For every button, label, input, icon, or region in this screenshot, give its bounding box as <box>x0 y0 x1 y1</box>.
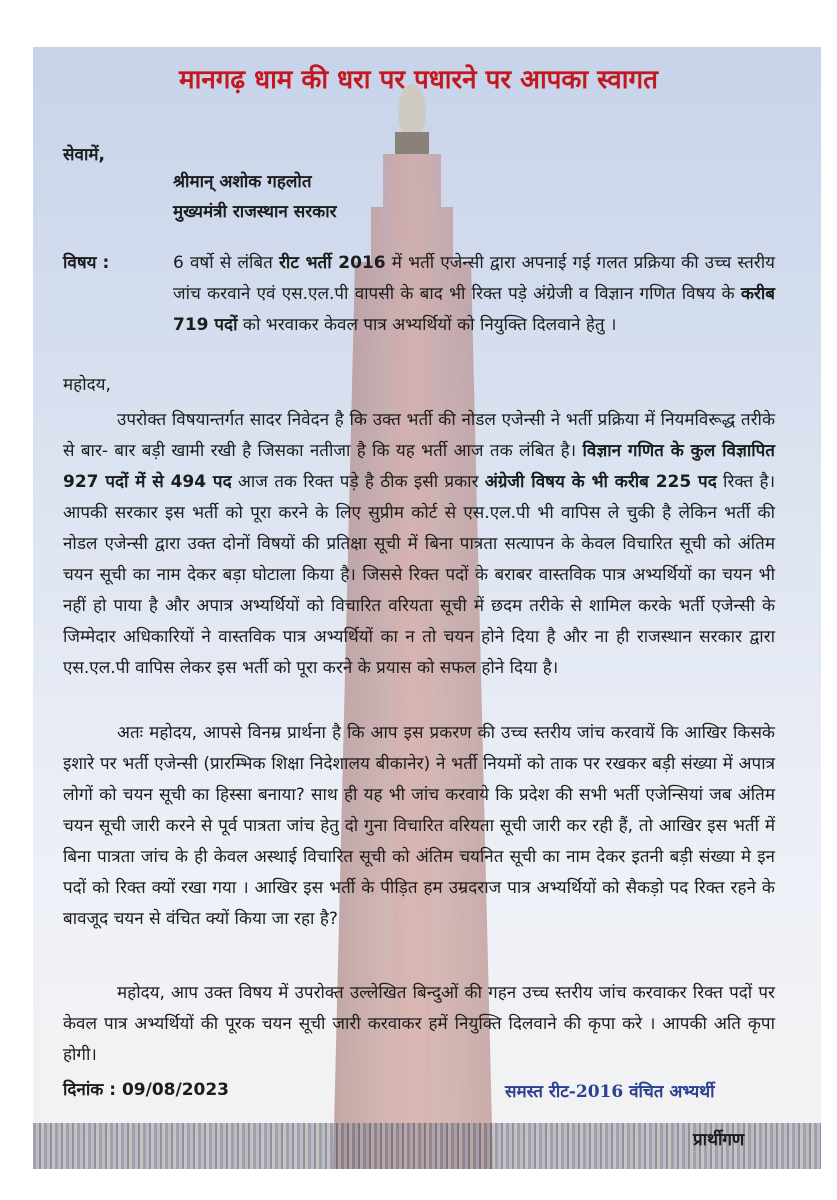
paragraph-1-text: उपरोक्त विषयान्तर्गत सादर निवेदन है कि उक्त भर्ती की नोडल एजेन्सी ने भर्ती प्रक्रिया में नियमविरूद्ध तरीके से बार- बार बड़ी खामी रखी है जिसका नतीजा है कि यह भर्ती आज तक लंबित है। <box>63 410 775 461</box>
sender-name: समस्त रीट-2016 वंचित अभ्यर्थी <box>505 1082 715 1102</box>
paragraph-1-text: आज तक रिक्त पड़े है ठीक इसी प्रकार <box>231 472 485 492</box>
paragraph-1-bold: अंग्रेजी विषय के भी करीब 225 पद <box>484 472 717 492</box>
addressee-designation: मुख्यमंत्री राजस्थान सरकार <box>173 202 337 222</box>
subject-bold-part: करीब 719 पदों <box>173 284 775 335</box>
paragraph-1-text: रिक्त है। आपकी सरकार इस भर्ती को पूरा करने के लिए सुप्रीम कोर्ट से एस.एल.पी भी वापिस ले चुकी है लेकिन भर्ती की नोडल एजेन्सी द्वारा उक्त दोनों विषयों की प्रतिक्षा सूची में बिना पात्रता सत्यापन के केवल विचारित सूची को अंतिम चयन सूची का नाम देकर बड़ा घोटाला किया है। जिससे रिक्त पदों के बराबर वास्तविक पात्र अभ्यर्थियों का चयन भी नहीं हो पाया है और अपात्र अभ्यर्थियों को विचारित वरियता सूची में छदम तरीके से शामिल करके भर्ती एजेन्सी के जिम्मेदार अधिकारियों ने वास्तविक पात्र अभ्यर्थियों का न तो चयन होने दिया है और ना ही राजस्थान सरकार द्वारा एस.एल.पी वापिस लेकर इस भर्ती को पूरा करने के प्रयास को सफल होने दिया है। <box>63 472 776 678</box>
page-title: मानगढ़ धाम की धरा पर पधारने पर आपका स्वागत <box>179 65 658 95</box>
paragraph-3: महोदय, आप उक्त विषय में उपरोक्त उल्लेखित बिन्दुओं की गहन उच्च स्तरीय जांच करवाकर रिक्त पदों पर केवल पात्र अभ्यर्थियों की पूरक चयन सूची जारी करवाकर हमें नियुक्ति दिलवाने की कृपा करे । आपकी अति कृपा होगी। <box>63 983 775 1065</box>
subject-label: विषय : <box>63 253 110 273</box>
subject-text-part: को भरवाकर केवल पात्र अभ्यर्थियों को नियुक्ति दिलवाने हेतु । <box>237 315 617 335</box>
subject-text-part: में भर्ती एजेन्सी द्वारा अपनाई गई गलत प्रक्रिया की उच्च स्तरीय जांच करवाने एवं एस.एल.पी वापसी के बाद भी रिक्त पड़े अंग्रेजी व विज्ञान गणित विषय के <box>173 253 776 304</box>
addressee-name: श्रीमान् अशोक गहलोत <box>173 172 312 192</box>
paragraph-1 <box>63 405 775 684</box>
subject-text-part: 6 वर्षो से लंबित <box>173 253 279 273</box>
closing: प्रार्थीगण <box>693 1130 745 1150</box>
greeting: महोदय, <box>63 375 111 395</box>
date: दिनांक : 09/08/2023 <box>63 1080 230 1100</box>
paragraph-2: अतः महोदय, आपसे विनम्र प्रार्थना है कि आप इस प्रकरण की उच्च स्तरीय जांच करवायें कि आखिर किसके इशारे पर भर्ती एजेन्सी (प्रारम्भिक शिक्षा निदेशालय बीकानेर) ने भर्ती नियमों को ताक पर रखकर बड़ी संख्या में अपात्र लोगों को चयन सूची का हिस्सा बनाया? साथ ही यह भी जांच करवाये कि प्रदेश की सभी भर्ती एजेन्सियां जब अंतिम चयन सूची जारी करने से पूर्व पात्रता जांच हेतु दो गुना विचारित वरियता सूची जारी कर रही हैं, तो आखिर इस भर्ती में बिना पात्रता जांच के ही केवल अस्थाई विचारित सूची को अंतिम चयनित सूची का नाम देकर इतनी बड़ी संख्या मे इन पदों को रिक्त क्यों रखा गया । आखिर इस भर्ती के पीड़ित हम उम्रदराज पात्र अभ्यर्थियों को सैकड़ो पद रिक्त रहने के बावजूद चयन से वंचित क्यों किया जा रहा है? <box>63 723 775 929</box>
subject-text <box>173 248 775 341</box>
paragraph-1-bold: विज्ञान गणित के कुल विज्ञापित 927 पदों में से 494 पद <box>63 441 775 492</box>
salutation: सेवामें, <box>63 145 105 165</box>
subject-bold-part: रीट भर्ती 2016 <box>278 253 386 273</box>
